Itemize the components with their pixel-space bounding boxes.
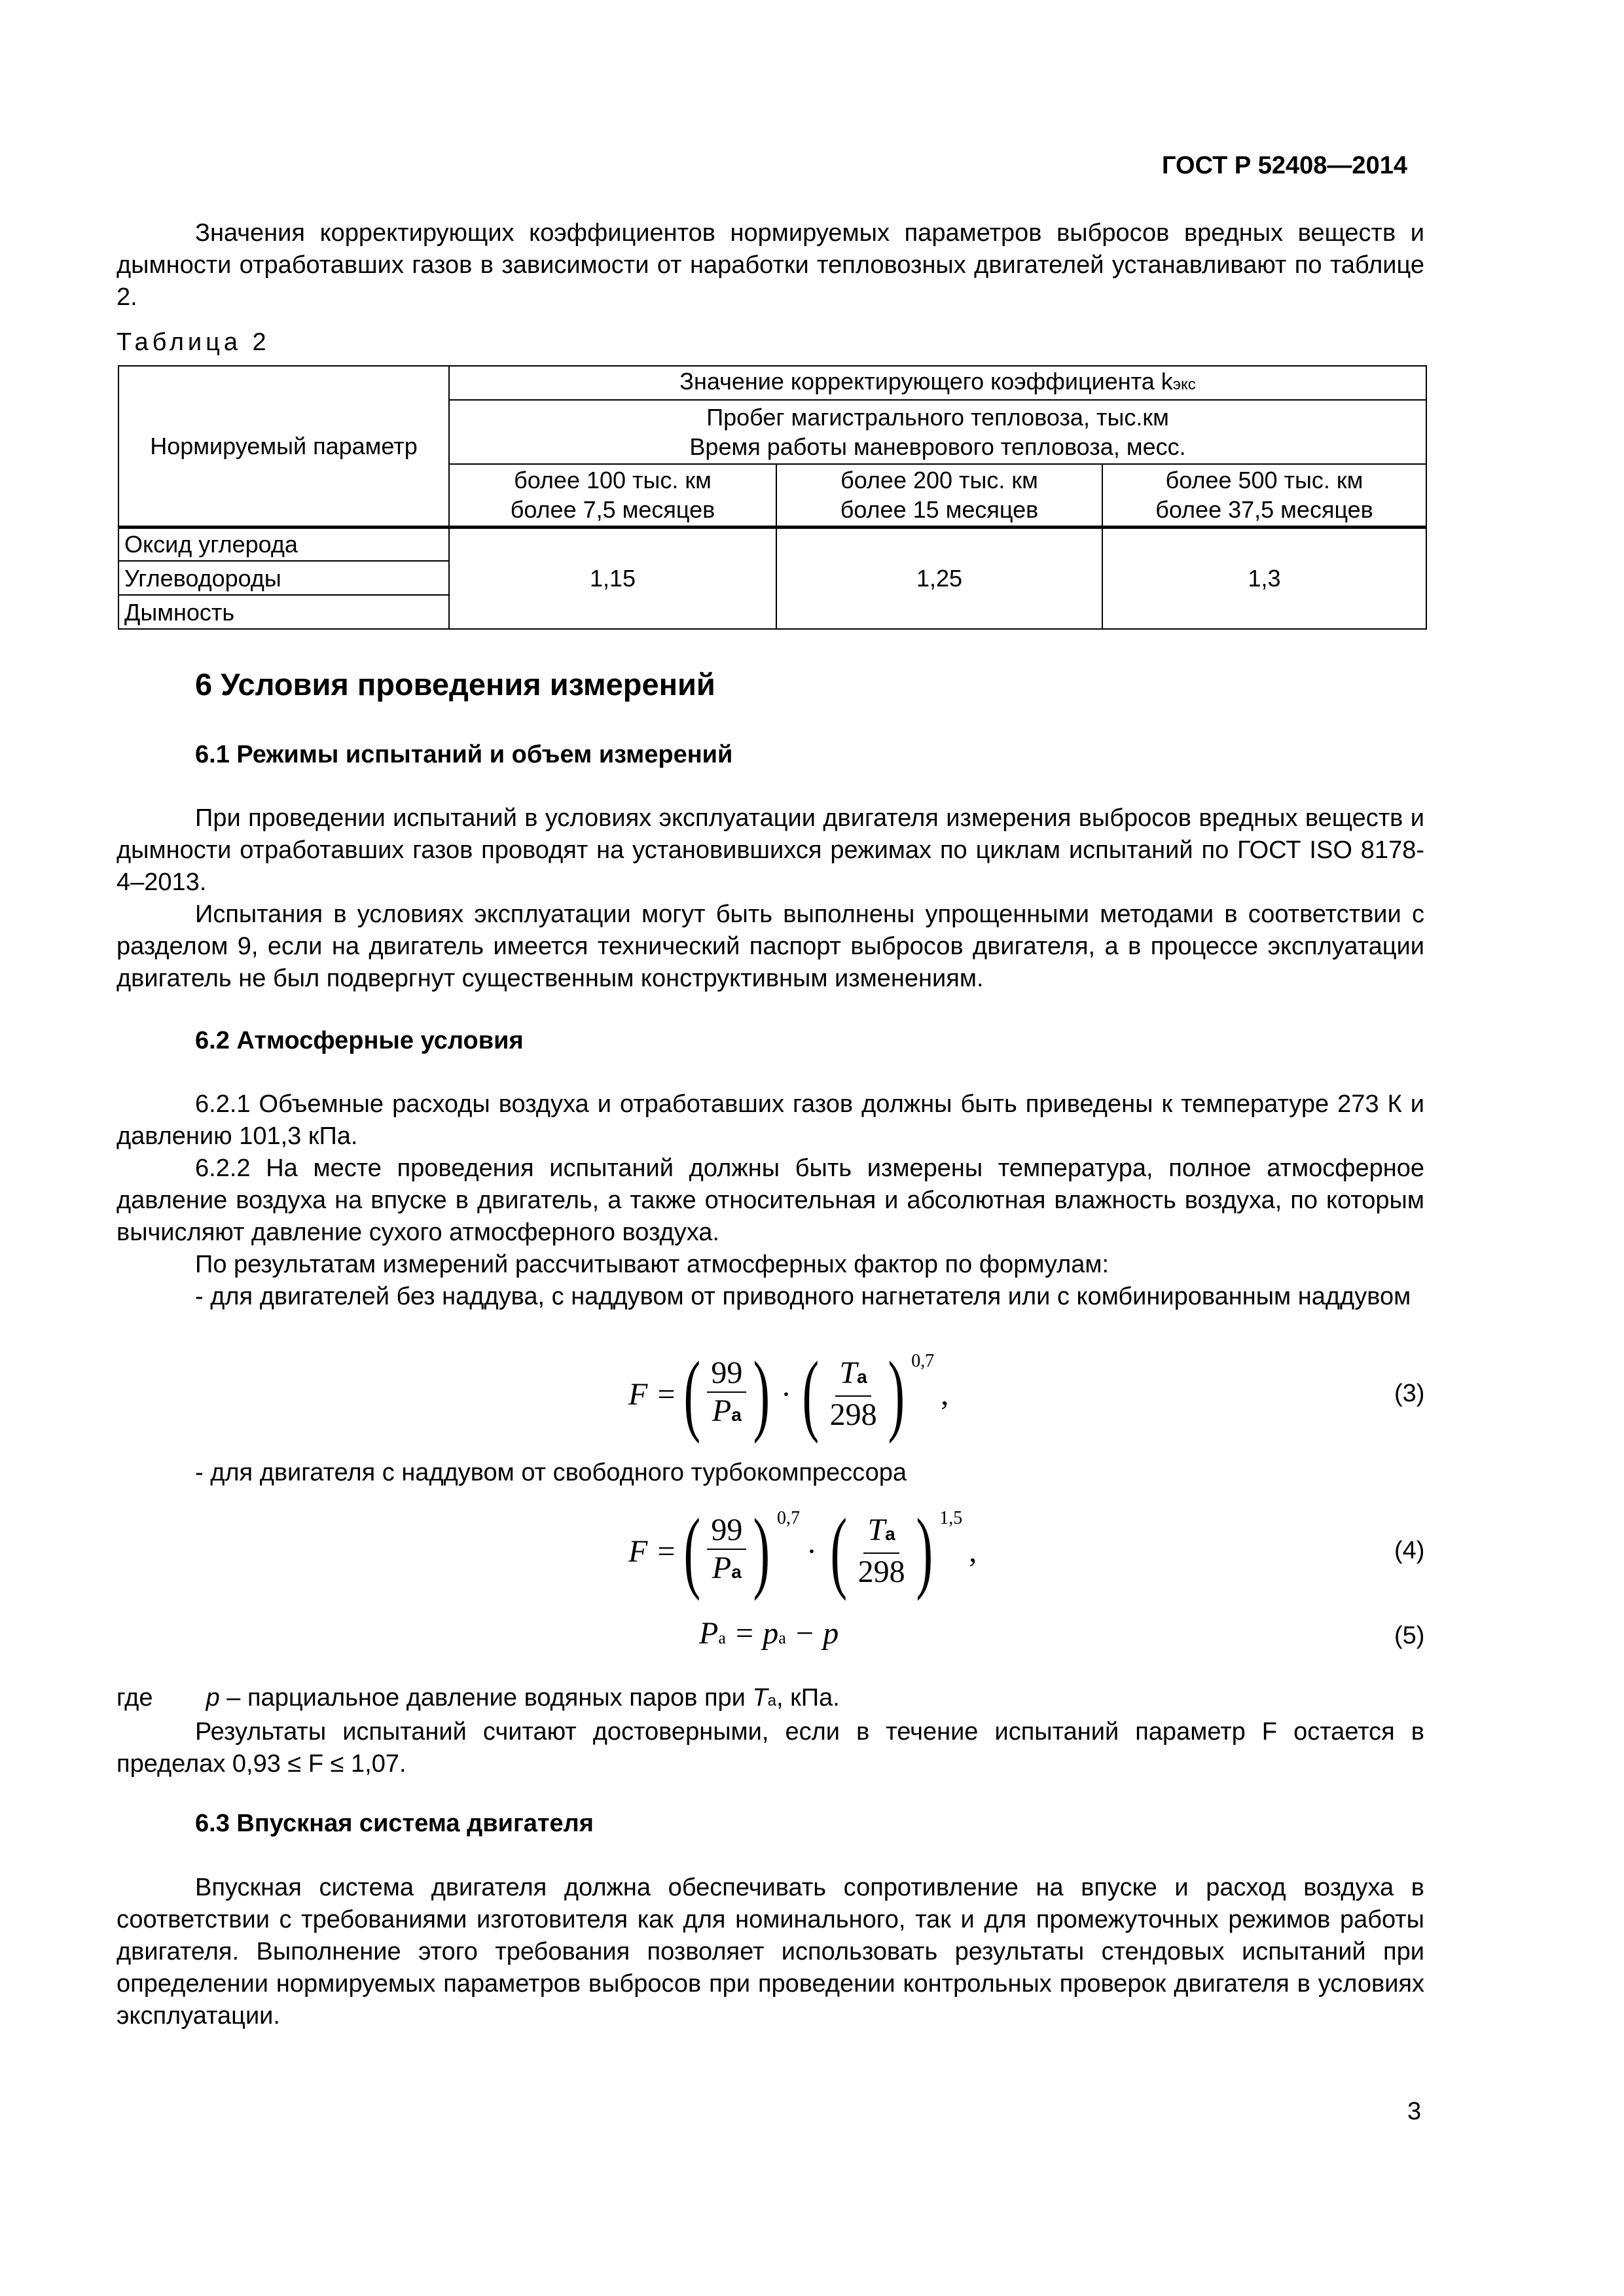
- column-header-1: [449, 464, 776, 527]
- mileage-line-1: Пробег магистрального тепловоза, тыс.км: [706, 404, 1169, 431]
- formula-3-numerator-1: 99: [707, 1355, 746, 1393]
- column-header-2-line-1: более 200 тыс. км: [840, 467, 1038, 494]
- value-cell-1: 1,15: [449, 527, 776, 629]
- column-header-2: [776, 464, 1102, 527]
- section-6-2-paragraph-2: 6.2.2 На месте проведения испытаний должны быть измерены температура, полное атмосферное давление воздуха на впуске в двигатель, а также относительная и абсолютная влажность воздуха, по которым вычисляют давление сухого атмосферного воздуха.: [117, 1155, 1424, 1246]
- formula-3-rparen-2: ): [888, 1343, 905, 1444]
- formula-3-numerator-2: [835, 1355, 871, 1397]
- formula-3-fraction-2: [826, 1355, 881, 1433]
- formula-5-sub-1: a: [718, 1628, 726, 1647]
- formula-4-den1-subscript: a: [731, 1562, 742, 1582]
- intro-paragraph: Значения корректирующих коэффициентов нормируемых параметров выбросов вредных веществ и дымности отработавших газов в зависимости от наработки тепловозных двигателей устанавливают по таблице 2.: [117, 219, 1424, 311]
- formula-4-lhs: F =: [628, 1534, 677, 1569]
- formula-4-exponent-2: 1,5: [939, 1508, 963, 1528]
- formula-4-rparen: ): [753, 1500, 770, 1602]
- coef-header-subscript: экс: [1172, 376, 1196, 393]
- formula-3-number: (3): [1394, 1380, 1425, 1407]
- table-row-label: Углеводороды: [118, 561, 449, 595]
- formula-4-lparen-2: (: [830, 1500, 848, 1602]
- where-text: – парциальное давление водяных паров при: [219, 1684, 753, 1712]
- section-6-2-paragraph-6: Результаты испытаний считают достоверными, если в течение испытаний параметр F остается в пределах 0,93 ≤ F ≤ 1,07.: [117, 1718, 1424, 1778]
- formula-4-num2-subscript: a: [885, 1524, 895, 1544]
- column-header-1-line-2: более 7,5 месяцев: [510, 496, 715, 524]
- value-cell-3: 1,3: [1102, 527, 1426, 629]
- formula-4-tail: ,: [969, 1534, 977, 1569]
- formula-4-number: (4): [1394, 1537, 1425, 1564]
- table-row-label: Оксид углерода: [118, 527, 449, 561]
- formula-4-dot: ·: [806, 1534, 817, 1569]
- formula-3-exponent: 0,7: [911, 1351, 935, 1371]
- section-6-1-title: 6.1 Режимы испытаний и объем измерений: [195, 741, 733, 768]
- coef-header-text: Значение корректирующего коэффициента k: [679, 368, 1173, 395]
- column-header-2-line-2: более 15 месяцев: [840, 496, 1039, 524]
- section-6-2-title: 6.2 Атмосферные условия: [195, 1027, 524, 1054]
- where-symbol-t: T: [752, 1684, 768, 1712]
- section-6-2-paragraph-3: По результатам измерений рассчитывают атмосферных фактор по формулам:: [195, 1251, 1110, 1278]
- formula-4-fraction-2: [854, 1512, 909, 1590]
- where-clause: [117, 1684, 840, 1712]
- column-header-1-line-1: более 100 тыс. км: [514, 467, 712, 494]
- formula-4-numerator-2: [863, 1512, 899, 1554]
- section-6-1-paragraph-1: При проведении испытаний в условиях эксплуатации двигателя измерения выбросов вредных веществ и дымности отработавших газов проводят на установившихся режимах по циклам испытаний по ГОСТ ISO 8178-4–2013.: [117, 804, 1424, 896]
- formula-3-den1-subscript: a: [731, 1405, 742, 1425]
- value-cell-2: 1,25: [776, 527, 1102, 629]
- formula-3-denominator-2: 298: [829, 1397, 877, 1432]
- formula-3-lparen-2: (: [802, 1343, 820, 1444]
- mileage-line-2: Время работы маневрового тепловоза, месс.: [689, 433, 1186, 460]
- section-6-2-paragraph-1: 6.2.1 Объемные расходы воздуха и отработавших газов должны быть приведены к температуре 273 К и давлению 101,3 кПа.: [117, 1090, 1424, 1150]
- formula-3-rparen: ): [753, 1343, 770, 1444]
- column-header-3-line-2: более 37,5 месяцев: [1155, 496, 1373, 524]
- formula-5-sub-2: a: [778, 1628, 786, 1647]
- formula-4-den1-symbol: P: [712, 1551, 732, 1585]
- section-6-2-paragraph-5: - для двигателя с наддувом от свободного турбокомпрессора: [195, 1459, 907, 1486]
- where-label: где: [117, 1684, 153, 1712]
- formula-3-lhs: F =: [628, 1376, 677, 1412]
- coef-header-cell: [449, 366, 1426, 400]
- where-unit: , кПа.: [776, 1684, 840, 1712]
- formula-4-rparen-2: ): [916, 1500, 933, 1602]
- formula-4-numerator-1: 99: [707, 1512, 746, 1550]
- formula-3-den1-symbol: P: [712, 1393, 732, 1428]
- column-header-3-line-1: более 500 тыс. км: [1165, 467, 1363, 494]
- formula-4-lparen: (: [683, 1500, 700, 1602]
- formula-4-exponent-1: 0,7: [776, 1508, 800, 1528]
- section-6-2-paragraph-4: - для двигателей без наддува, с наддувом от приводного нагнетателя или с комбинированным наддувом: [195, 1283, 1411, 1310]
- formula-3-dot: ·: [780, 1376, 791, 1412]
- page-number: 3: [1407, 2098, 1422, 2125]
- column-header-3: [1102, 464, 1426, 527]
- formula-3-num2-subscript: a: [857, 1367, 867, 1387]
- formula-3-tail: ,: [941, 1376, 949, 1412]
- section-6-3-title: 6.3 Впускная система двигателя: [195, 1810, 594, 1837]
- table-row-label: Дымность: [118, 595, 449, 629]
- formula-4-num2-symbol: T: [867, 1513, 886, 1547]
- mileage-header-cell: [449, 400, 1426, 464]
- formula-3: [628, 1338, 948, 1450]
- formula-5-tail: − p: [785, 1616, 839, 1651]
- formula-5-mid: = p: [725, 1616, 779, 1651]
- param-header-cell: Нормируемый параметр: [118, 366, 449, 527]
- formula-5-lhs: P: [699, 1616, 719, 1651]
- formula-5: [699, 1615, 839, 1651]
- formula-3-lparen: (: [683, 1343, 700, 1444]
- where-symbol-t-subscript: a: [767, 1692, 777, 1710]
- section-6-title: 6 Условия проведения измерений: [195, 667, 715, 702]
- document-id: ГОСТ Р 52408—2014: [1162, 152, 1407, 179]
- formula-4-denominator-1: [708, 1550, 746, 1590]
- section-6-1-paragraph-2: Испытания в условиях эксплуатации могут быть выполнены упрощенными методами в соответствии с разделом 9, если на двигатель имеется технический паспорт выбросов двигателя, а в процессе эксплуатации двигатель не был подвергнут существенным конструктивным изменениям.: [117, 901, 1424, 992]
- formula-4: [628, 1496, 977, 1607]
- table-caption: Таблица 2: [117, 329, 270, 356]
- where-symbol-p: p: [206, 1684, 220, 1712]
- formula-4-fraction-1: [707, 1512, 746, 1590]
- formula-5-number: (5): [1394, 1622, 1425, 1649]
- formula-3-fraction-1: [707, 1355, 746, 1433]
- formula-4-denominator-2: 298: [857, 1554, 905, 1589]
- formula-3-num2-symbol: T: [839, 1355, 857, 1390]
- table-2: [118, 365, 1427, 630]
- formula-3-denominator-1: [708, 1393, 746, 1433]
- section-6-3-paragraph-1: Впускная система двигателя должна обеспечивать сопротивление на впуске и расход воздуха в соответствии с требованиями изготовителя как для номинального, так и для промежуточных режимов работы двигателя. Выполнение этого требования позволяет использовать результаты стендовых испытаний при определении нормируемых параметров выбросов при проведении контрольных проверок двигателя в условиях эксплуатации.: [117, 1874, 1424, 2030]
